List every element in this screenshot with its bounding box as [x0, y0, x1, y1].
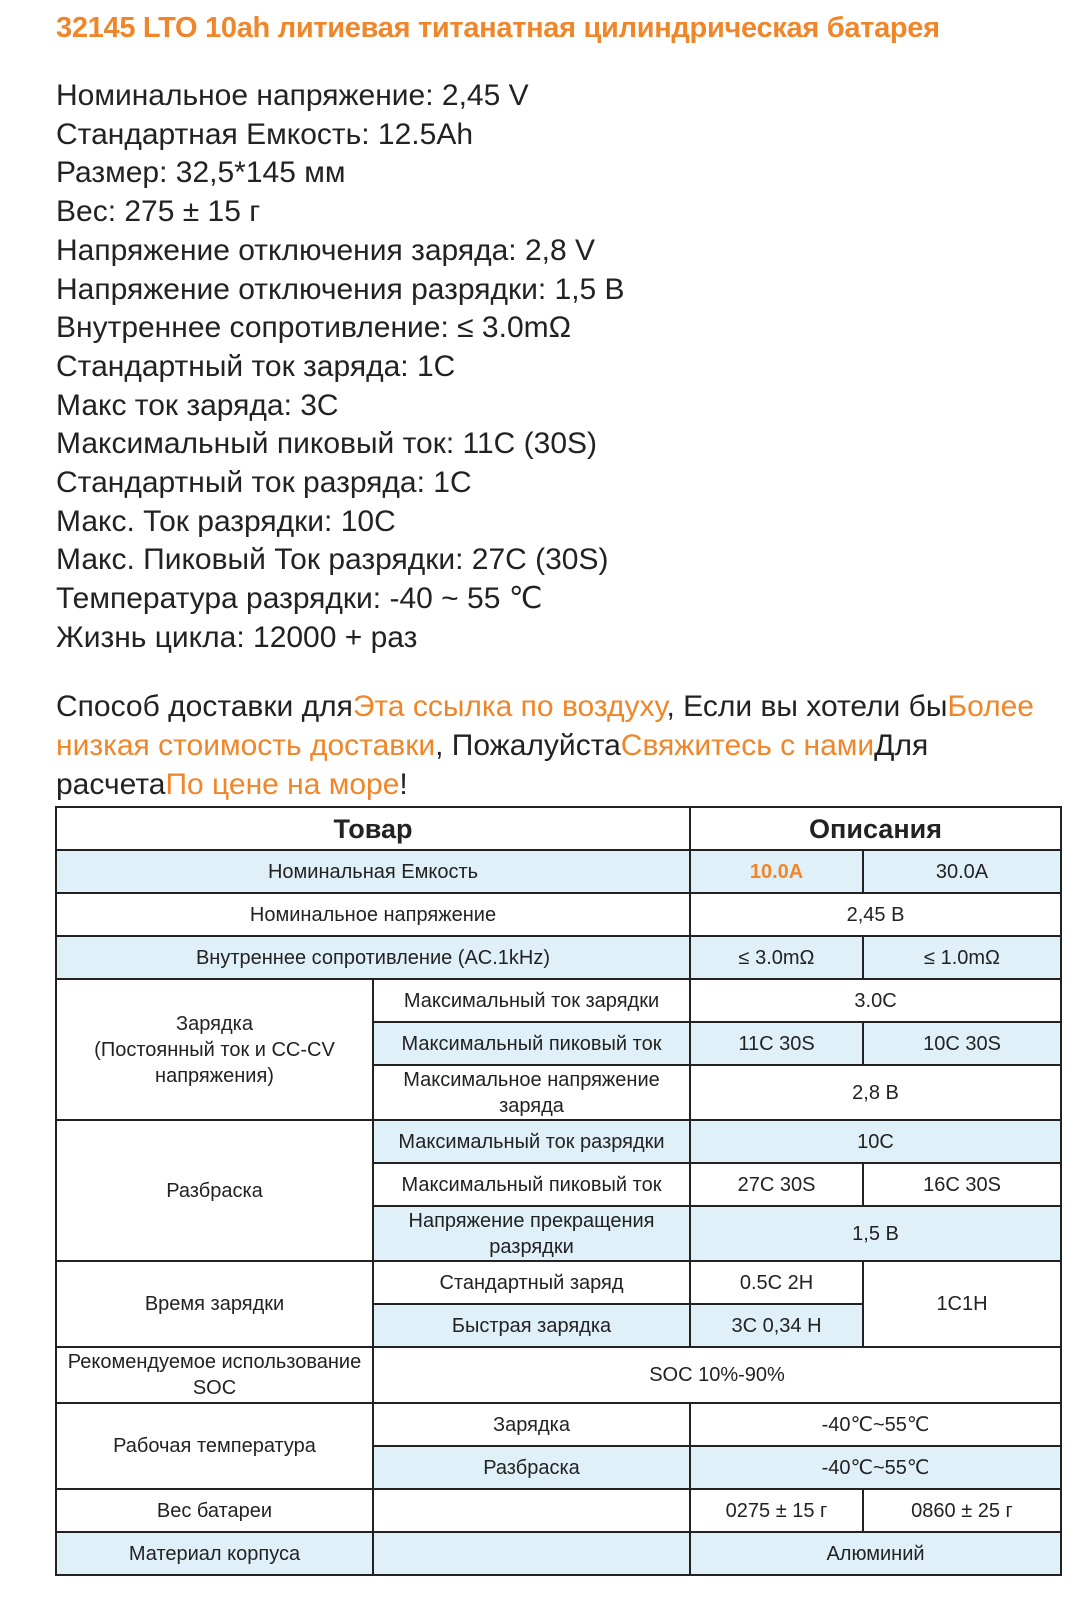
spec-line: Напряжение отключения заряда: 2,8 V: [56, 233, 596, 267]
spec-table: [55, 806, 1062, 1576]
spec-line: Стандартная Емкость: 12.5Ah: [56, 117, 474, 151]
sea-price-link[interactable]: По цене на море: [165, 768, 400, 801]
discharge-cutoff-value: 1,5 В: [690, 1206, 1061, 1261]
soc-value: SOC 10%-90%: [373, 1347, 1061, 1403]
resistance-option-b: ≤ 1.0mΩ: [863, 936, 1061, 979]
air-shipping-link[interactable]: Эта ссылка по воздуху: [352, 690, 667, 723]
low-cost-shipping-link[interactable]: Более низкая стоимость доставки: [56, 690, 1034, 762]
voltage-label: Номинальное напряжение: [56, 893, 690, 936]
charge-peak-option-a: 11C 30S: [690, 1022, 863, 1065]
table-row: [56, 1120, 1061, 1163]
table-row: [56, 850, 1061, 893]
table-row: [56, 893, 1061, 936]
capacity-label: Номинальная Емкость: [56, 850, 690, 893]
fast-charge-value: 3C 0,34 H: [690, 1304, 863, 1347]
weight-label: Вес батареи: [56, 1489, 373, 1532]
charge-group-label: Зарядка (Постоянный ток и CC-CV напряжения): [56, 979, 373, 1120]
discharge-peak-option-a: 27C 30S: [690, 1163, 863, 1206]
spec-line: Макс. Пиковый Ток разрядки: 27C (30S): [56, 543, 609, 577]
temp-charge-value: -40℃~55℃: [690, 1403, 1061, 1446]
contact-us-link[interactable]: Свяжитесь с нами: [620, 729, 875, 762]
material-label: Материал корпуса: [56, 1532, 373, 1575]
charge-max-current-value: 3.0C: [690, 979, 1061, 1022]
discharge-cutoff-label: Напряжение прекращения разрядки: [373, 1206, 690, 1261]
temp-discharge-label: Разбраска: [373, 1446, 690, 1489]
discharge-max-current-value: 10C: [690, 1120, 1061, 1163]
table-header-row: [56, 807, 1061, 850]
capacity-option-a: 10.0A: [690, 850, 863, 893]
standard-charge-value: 0.5C 2H: [690, 1261, 863, 1304]
shipping-note: [56, 687, 1056, 804]
discharge-max-current-label: Максимальный ток разрядки: [373, 1120, 690, 1163]
discharge-group-label: Разбраска: [56, 1120, 373, 1261]
shipping-text: !: [399, 768, 408, 801]
charge-max-voltage-label: Максимальное напряжение заряда: [373, 1065, 690, 1120]
weight-option-b: 0860 ± 25 г: [863, 1489, 1061, 1532]
spec-line: Максимальный пиковый ток: 11C (30S): [56, 427, 598, 461]
resistance-label: Внутреннее сопротивление (AC.1kHz): [56, 936, 690, 979]
spec-line: Жизнь цикла: 12000 + раз: [56, 620, 418, 654]
charge-time-group-label: Время зарядки: [56, 1261, 373, 1347]
soc-label: Рекомендуемое использование SOC: [56, 1347, 373, 1403]
table-row: [56, 1532, 1061, 1575]
shipping-text: Способ доставки для: [56, 690, 353, 723]
voltage-value: 2,45 В: [690, 893, 1061, 936]
spec-line: Макс ток заряда: 3C: [56, 388, 339, 422]
spec-line: Номинальное напряжение: 2,45 V: [56, 79, 529, 112]
spec-list: [56, 77, 625, 658]
shipping-text: Для расчета: [56, 729, 929, 801]
table-row: [56, 1261, 1061, 1304]
charge-time-option-b: 1C1H: [863, 1261, 1061, 1347]
spec-line: Размер: 32,5*145 мм: [56, 156, 346, 190]
table-row: [56, 1403, 1061, 1446]
product-title: 32145 LTO 10ah литиевая титанатная цилиндрическая батарея: [56, 12, 940, 44]
shipping-text: , Если вы хотели бы: [666, 690, 948, 723]
material-value: Алюминий: [690, 1532, 1061, 1575]
charge-peak-label: Максимальный пиковый ток: [373, 1022, 690, 1065]
header-product: Товар: [56, 807, 690, 850]
spec-line: Внутреннее сопротивление: ≤ 3.0mΩ: [56, 311, 572, 345]
spec-line: Напряжение отключения разрядки: 1,5 В: [56, 272, 625, 306]
weight-empty-cell: [373, 1489, 690, 1532]
spec-line: Стандартный ток заряда: 1C: [56, 349, 456, 383]
charge-max-voltage-value: 2,8 В: [690, 1065, 1061, 1120]
table-row: [56, 979, 1061, 1022]
temp-charge-label: Зарядка: [373, 1403, 690, 1446]
spec-line: Макс. Ток разрядки: 10C: [56, 504, 396, 538]
resistance-option-a: ≤ 3.0mΩ: [690, 936, 863, 979]
material-empty-cell: [373, 1532, 690, 1575]
charge-peak-option-b: 10C 30S: [863, 1022, 1061, 1065]
table-row: [56, 1489, 1061, 1532]
table-row: [56, 936, 1061, 979]
spec-line: Стандартный ток разряда: 1C: [56, 466, 472, 500]
discharge-peak-label: Максимальный пиковый ток: [373, 1163, 690, 1206]
standard-charge-label: Стандартный заряд: [373, 1261, 690, 1304]
spec-line: Температура разрядки: -40 ~ 55 ℃: [56, 582, 543, 616]
temp-discharge-value: -40℃~55℃: [690, 1446, 1061, 1489]
shipping-text: , Пожалуйста: [435, 729, 621, 762]
table-row: [56, 1347, 1061, 1403]
temperature-group-label: Рабочая температура: [56, 1403, 373, 1489]
capacity-option-b: 30.0A: [863, 850, 1061, 893]
header-description: Описания: [690, 807, 1061, 850]
weight-option-a: 0275 ± 15 г: [690, 1489, 863, 1532]
discharge-peak-option-b: 16C 30S: [863, 1163, 1061, 1206]
spec-line: Вес: 275 ± 15 г: [56, 195, 261, 229]
charge-max-current-label: Максимальный ток зарядки: [373, 979, 690, 1022]
fast-charge-label: Быстрая зарядка: [373, 1304, 690, 1347]
